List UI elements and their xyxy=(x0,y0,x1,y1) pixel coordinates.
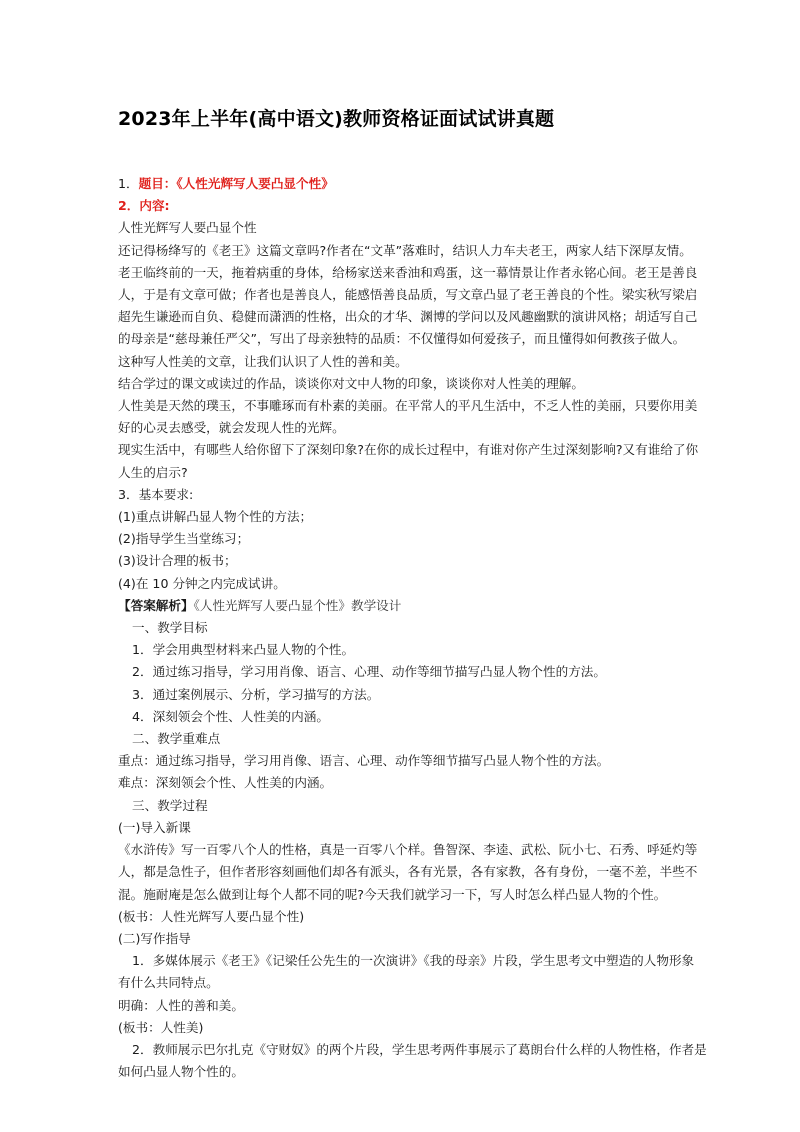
answer-heading xyxy=(118,595,686,617)
content-line: 超先生谦逊而自负、稳健而潇洒的性格，出众的才华、渊博的学问以及风趣幽默的演讲风格；胡适写自己 xyxy=(118,309,698,325)
document-title: 2023年上半年(高中语文)教师资格证面试试讲真题 xyxy=(118,108,555,130)
content-line: 结合学过的课文或读过的作品，谈谈你对文中人物的印象，谈谈你对人性美的理解。 xyxy=(118,375,584,391)
guide-line: 如何凸显人物个性的。 xyxy=(118,1064,244,1080)
guide-line: 1．多媒体展示《老王》《记梁任公先生的一次演讲》《我的母亲》片段，学生思考文中塑造的人物形象 xyxy=(132,953,695,969)
goals-heading: 一、教学目标 xyxy=(132,620,208,636)
intro-heading: (一)导入新课 xyxy=(118,819,191,835)
guide-line: 2．教师展示巴尔扎克《守财奴》的两个片段，学生思考两件事展示了葛朗台什么样的人物性格，作者是 xyxy=(132,1041,707,1057)
content-line: 还记得杨绛写的《老王》这篇文章吗?作者在“文革”落难时，结识人力车夫老王，两家人结下深厚友情。 xyxy=(118,242,692,258)
content-line: 人，于是有文章可做；作者也是善良人，能感悟善良品质，写文章凸显了老王善良的个性。梁实秋写梁启 xyxy=(118,287,698,303)
difficulty-line: 难点：深刻领会个性、人性美的内涵。 xyxy=(118,775,333,791)
intro-line: 混。施耐庵是怎么做到让每个人都不同的呢?今天我们就学习一下，写人时怎么样凸显人物的个性。 xyxy=(118,886,667,902)
intro-line: 人，都是急性子，但作者形容刻画他们却各有派头，各有光景，各有家教，各有身份，一毫不差，半些不 xyxy=(118,864,698,880)
requirement-item: (3)设计合理的板书； xyxy=(118,553,237,569)
guide-line: 有什么共同特点。 xyxy=(118,975,219,991)
requirements-heading: 3．基本要求: xyxy=(118,486,194,502)
requirement-item: (4)在 10 分钟之内完成试讲。 xyxy=(118,575,286,591)
item-topic-value: 《人性光辉写人要凸显个性》 xyxy=(176,176,334,191)
content-line: 这种写人性美的文章，让我们认识了人性的善和美。 xyxy=(118,353,408,369)
content-line: 现实生活中，有哪些人给你留下了深刻印象?在你的成长过程中，有谁对你产生过深刻影响?又有谁给了你 xyxy=(118,442,699,458)
guide-heading: (二)写作指导 xyxy=(118,930,191,946)
keypoint-line: 重点：通过练习指导，学习用肖像、语言、心理、动作等细节描写凸显人物个性的方法。 xyxy=(118,753,610,769)
content-line: 好的心灵去感受，就会发现人性的光辉。 xyxy=(118,420,345,436)
content-heading: 人性光辉写人要凸显个性 xyxy=(118,220,257,236)
keypoints-heading: 二、教学重难点 xyxy=(132,731,221,747)
requirement-item: (2)指导学生当堂练习； xyxy=(118,531,250,547)
content-line: 老王临终前的一天，拖着病重的身体，给杨家送来香油和鸡蛋，这一幕情景让作者永铭心间。老王是善良 xyxy=(118,264,698,280)
item-topic-label: 题目： xyxy=(138,176,177,191)
board-note: (板书：人性美) xyxy=(118,1019,204,1035)
item-topic xyxy=(118,173,686,195)
content-line: 人性美是天然的璞玉，不事雕琢而有朴素的美丽。在平常人的平凡生活中，不乏人性的美丽，只要你用美 xyxy=(118,398,698,414)
answer-title: 《人性光辉写人要凸显个性》教学设计 xyxy=(193,597,402,613)
goal-item: 4．深刻领会个性、人性美的内涵。 xyxy=(132,708,329,724)
goal-item: 3．通过案例展示、分析，学习描写的方法。 xyxy=(132,686,380,702)
answer-label: 【答案解析】 xyxy=(118,597,194,613)
document-body xyxy=(118,173,707,1083)
content-line: 的母亲是“慈母兼任严父”，写出了母亲独特的品质：不仅懂得如何爱孩子，而且懂得如何教孩子做人。 xyxy=(118,331,686,347)
item-content-label: 2．内容: xyxy=(118,198,170,214)
item-number: 1． xyxy=(118,176,139,191)
clear-line: 明确：人性的善和美。 xyxy=(118,997,244,1013)
board-note: (板书：人性光辉写人要凸显个性) xyxy=(118,908,305,924)
goal-item: 1．学会用典型材料来凸显人物的个性。 xyxy=(132,642,355,658)
content-line: 人生的启示? xyxy=(118,464,188,480)
process-heading: 三、教学过程 xyxy=(132,797,208,813)
requirement-item: (1)重点讲解凸显人物个性的方法； xyxy=(118,509,313,525)
goal-item: 2．通过练习指导，学习用肖像、语言、心理、动作等细节描写凸显人物个性的方法。 xyxy=(132,664,606,680)
intro-line: 《水浒传》写一百零八个人的性格，真是一百零八个样。鲁智深、李逵、武松、阮小七、石秀、呼延灼等 xyxy=(118,842,698,858)
